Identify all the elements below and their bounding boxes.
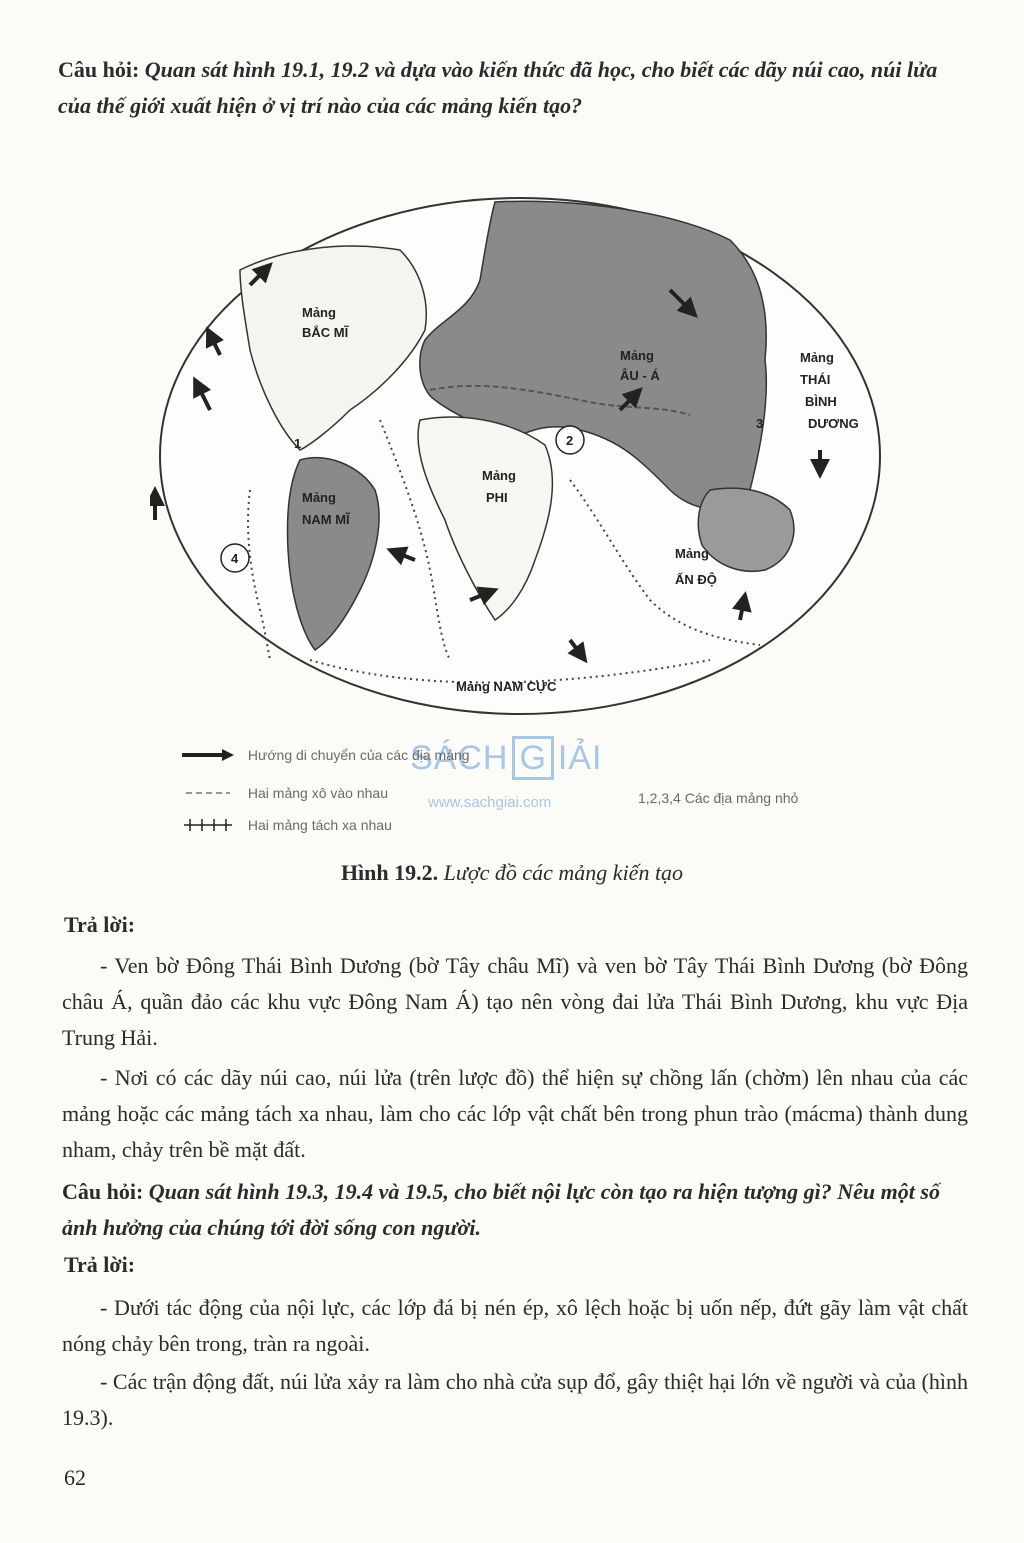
answer-1-paragraph-1 — [62, 948, 968, 1056]
legend-small-plates: 1,2,3,4 Các địa mảng nhỏ — [638, 790, 799, 806]
watermark-brand-right: IẢI — [557, 739, 603, 777]
watermark-brand-box: G — [512, 736, 553, 780]
answer-1-p1-text: - Ven bờ Đông Thái Bình Dương (bờ Tây châu Mĩ) và ven bờ Tây Thái Bình Dương (bờ Đông châu Á, quần đảo các khu vực Đông Nam Á) tạo nên vòng đai lửa Thái Bình Dương, khu vực Địa Trung Hải. — [62, 953, 968, 1050]
watermark-brand-left: SÁCH — [410, 739, 509, 777]
label-indo-2: ẤN ĐỘ — [675, 572, 717, 587]
label-africa-1: Mảng — [482, 468, 516, 483]
question-2 — [62, 1174, 968, 1246]
label-eurasia-1: Mảng — [620, 348, 654, 363]
answer-1-paragraph-2 — [62, 1060, 968, 1168]
legend-collide-icon — [180, 784, 236, 802]
question-1 — [58, 52, 968, 124]
label-small-plate-3: 3 — [756, 416, 764, 431]
label-south-america-2: NAM MĨ — [302, 512, 350, 527]
page-number: 62 — [64, 1465, 86, 1490]
caption-number: Hình 19.2. — [340, 860, 439, 885]
figure-caption — [0, 860, 1024, 886]
label-eurasia-2: ÂU - Á — [620, 368, 660, 383]
question-1-text: Quan sát hình 19.1, 19.2 và dựa vào kiến thức đã học, cho biết các dãy núi cao, núi lửa của thế giới xuất hiện ở vị trí nào của các mảng kiến tạo? — [58, 57, 938, 118]
legend-row-collide — [180, 784, 388, 806]
watermark-url: www.sachgiai.com — [428, 794, 552, 811]
map-svg — [150, 190, 890, 730]
answer-2-paragraph-2 — [62, 1364, 968, 1436]
label-north-america-1: Mảng — [302, 305, 336, 320]
answer-1-label: Trả lời: — [64, 912, 136, 937]
legend-collide-text: Hai mảng xô vào nhau — [247, 785, 388, 802]
label-south-america-1: Mảng — [302, 490, 336, 505]
legend-separate-icon — [180, 816, 236, 834]
legend-row-movement — [180, 746, 470, 768]
tectonic-plates-map — [150, 190, 890, 730]
legend-movement-text: Hướng di chuyển của các địa mảng — [247, 747, 470, 764]
legend-row-separate — [180, 816, 392, 838]
question-1-label: Câu hỏi: — [58, 57, 140, 82]
label-small-plate-2: 2 — [566, 433, 574, 448]
answer-2-paragraph-1 — [62, 1290, 968, 1362]
label-indo-1: Mảng — [675, 546, 709, 561]
answer-2-label: Trả lời: — [64, 1252, 136, 1277]
label-pacific-4: DƯƠNG — [808, 416, 859, 431]
answer-2-p1-text: - Dưới tác động của nội lực, các lớp đá bị nén ép, xô lệch hoặc bị uốn nếp, đứt gãy làm vật chất nóng chảy bên trong, tràn ra ngoài. — [62, 1295, 968, 1356]
label-north-america-2: BẮC MĨ — [302, 325, 349, 340]
label-pacific-2: THÁI — [800, 372, 831, 387]
label-pacific-3: BÌNH — [805, 394, 837, 409]
legend-separate-text: Hai mảng tách xa nhau — [247, 817, 392, 834]
map-legend — [180, 742, 880, 842]
question-2-text: Quan sát hình 19.3, 19.4 và 19.5, cho biết nội lực còn tạo ra hiện tượng gì? Nêu một số ảnh hưởng của chúng tới đời sống con người. — [62, 1179, 940, 1240]
legend-arrow-icon — [180, 746, 236, 764]
label-africa-2: PHI — [486, 490, 508, 505]
answer-2-p2-text: - Các trận động đất, núi lửa xảy ra làm cho nhà cửa sụp đổ, gây thiệt hại lớn về người và của (hình 19.3). — [62, 1369, 968, 1430]
label-small-plate-1: 1 — [294, 436, 302, 451]
label-pacific-1: Mảng — [800, 350, 834, 365]
answer-1-p2-text: - Nơi có các dãy núi cao, núi lửa (trên lược đồ) thể hiện sự chồng lấn (chờm) lên nhau của các mảng hoặc các mảng tách xa nhau, làm cho các lớp vật chất bên trong phun trào (mácma) thành dung nham, chảy trên bề mặt đất. — [62, 1065, 968, 1162]
question-2-label: Câu hỏi: — [62, 1179, 144, 1204]
caption-title: Lược đồ các mảng kiến tạo — [443, 860, 684, 885]
label-antarctic: Mảng NAM CỰC — [456, 679, 557, 694]
label-small-plate-4: 4 — [231, 551, 239, 566]
